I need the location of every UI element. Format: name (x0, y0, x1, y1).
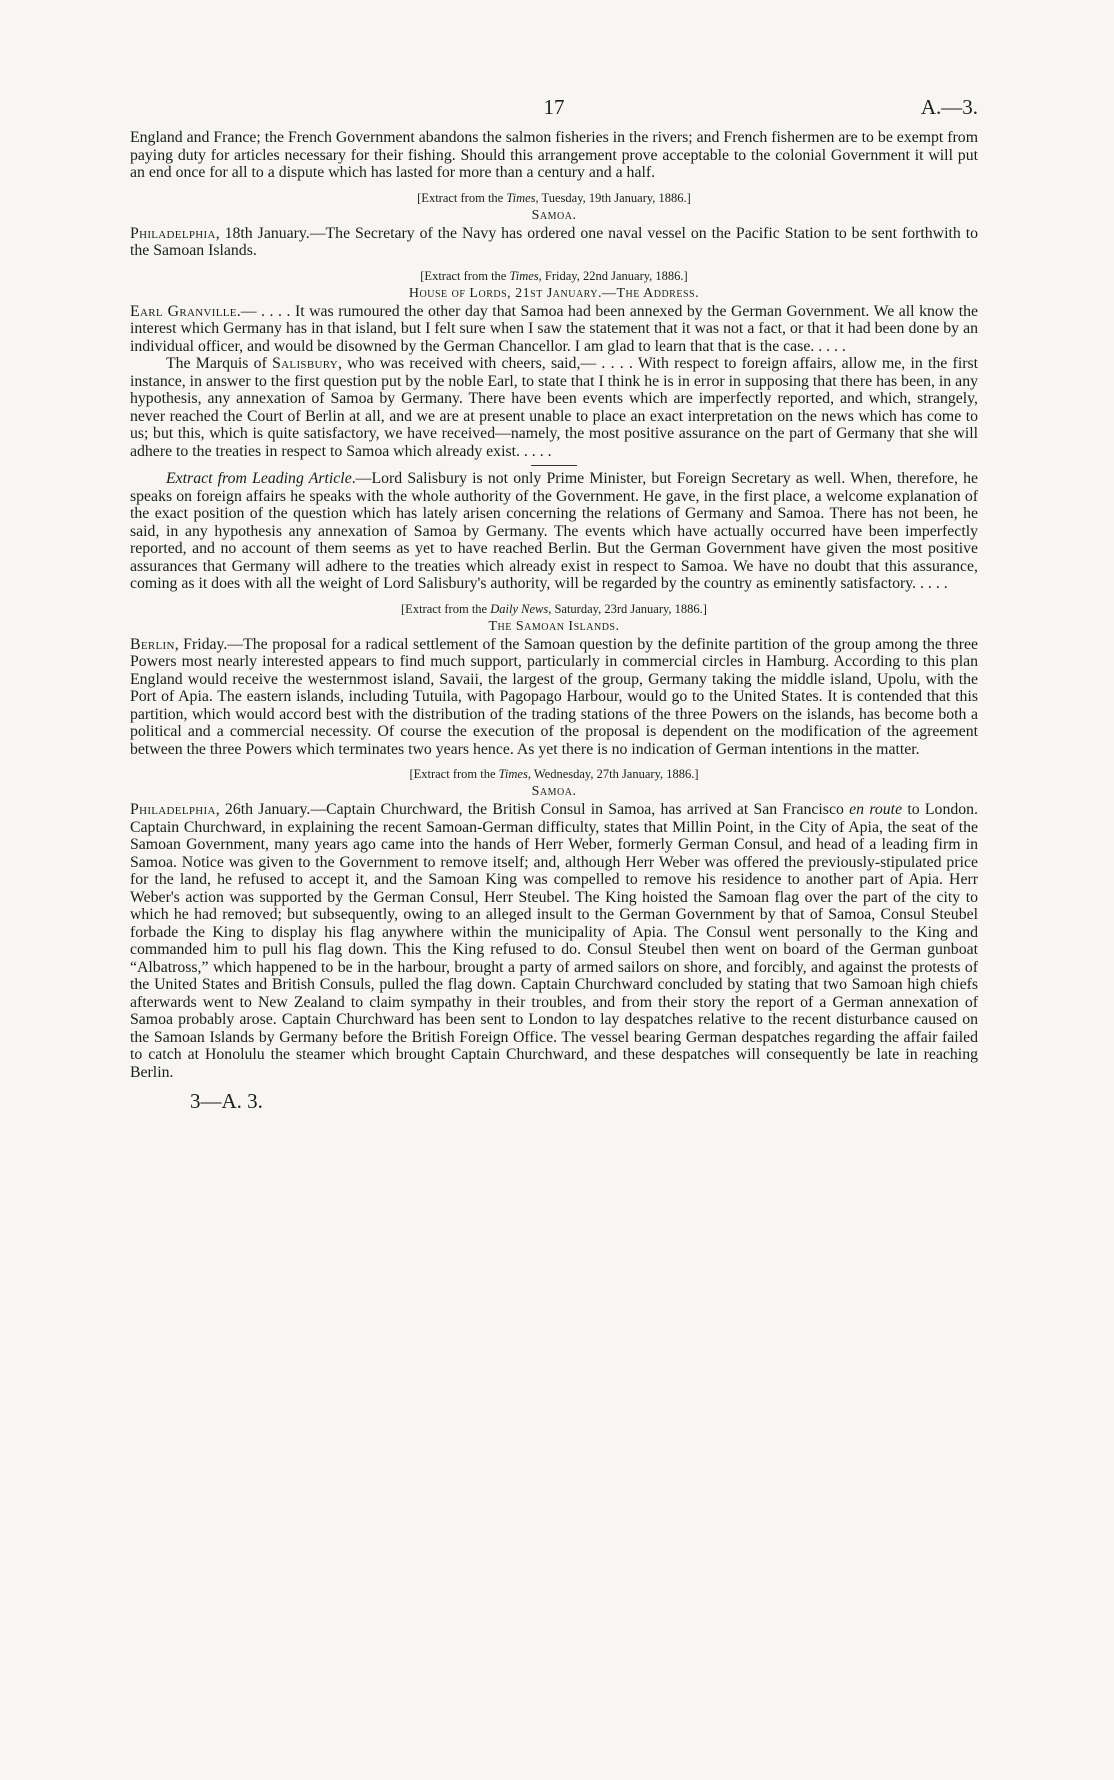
speech-text: .— . . . . It was rumoured the other day that Samoa had been annexed by the German Government. We all know the interest which Germany has in that island, but I felt sure when I saw the statement that it was not a fact, or that it had been done by an individual officer, and would be disowned by the German Chancellor. I am glad to learn that that is the case. . . . . (130, 302, 979, 355)
leading-article (130, 470, 978, 593)
source-citation (130, 767, 978, 782)
source-suffix: , Saturday, 23rd January, 1886.] (548, 601, 707, 616)
article-body: .—Lord Salisbury is not only Prime Minister, but Foreign Secretary as well. When, therefore, he speaks on foreign affairs he speaks with the whole authority of the Government. He gave, in the first place, a welcome explanation of the exact position of the question which has lately arisen concerning the relations of Germany and Samoa. There has not been, he said, in any hypothesis any annexation of Samoa by Germany. The events which have actually occurred have been imperfectly reported, and no account of them seems as yet to have reached Berlin. But the German Government have given the most positive assurances that Germany will adhere to the treaties which already exist in respect to Samoa. We have no doubt that this assurance, coming as it does with all the weight of Lord Salisbury's authority, will be regarded by the country as eminently satisfactory. . . . . (130, 470, 978, 592)
news-paragraph (130, 636, 978, 759)
source-prefix: [Extract from the (409, 767, 499, 781)
dateline: Philadelphia (130, 224, 216, 242)
source-prefix: [Extract from the (401, 601, 491, 616)
section-times-27-jan (130, 767, 978, 1081)
document-page (130, 95, 978, 1114)
speech-salisbury (130, 355, 978, 460)
section-heading: House of Lords, 21st January.—The Address. (408, 285, 700, 301)
paragraph-body-part2: to London. Captain Churchward, in explaining the recent Samoan-German difficulty, states that Millin Point, in the City of Apia, the seat of the Samoan Government, many years ago came into the hands of Herr Weber, formerly German Consul, and head of a leading firm in Samoa. Notice was given to the Government to remove itself; and, although Herr Weber was offered the previously-stipulated price for the land, he refused to accept it, and the Samoan King was compelled to remove his residence to another part of Apia. Herr Weber's action was supported by the German Consul, Herr Steubel. The King hoisted the Samoan flag over the part of the city to which he had removed; but subsequently, owing to an alleged insult to the German Government by that of Samoa, Consul Steubel forbade the King to display his flag anywhere within the municipality of Apia. The Consul went personally to the King and commanded him to pull his flag down. This the King refused to do. Consul Steubel then went on board of the German gunboat “Albatross,” which happened to be in the harbour, brought a party of armed sailors on shore, and forcibly, and against the protests of the United States and British Consuls, pulled the flag down. Captain Churchward concluded by stating that two Samoan high chiefs afterwards went to New Zealand to claim sympathy in their troubles, and from their story the report of a German annexation of Samoa probably arose. Captain Churchward has been sent to London to lay despatches relative to the recent disturbance caused on the Samoan Islands by Germany before the British Foreign Office. The vessel bearing German despatches regarding the affair failed to catch at Honolulu the steamer which brought Captain Churchward, and these despatches will consequently be late in reaching Berlin. (130, 801, 978, 1081)
section-times-19-jan (130, 191, 978, 260)
section-daily-news-23-jan (130, 602, 978, 759)
speech-prefix: The Marquis of (166, 355, 273, 372)
speaker-name: Salisbury (272, 355, 338, 372)
section-heading: Samoa. (531, 784, 577, 799)
speech-granville (130, 303, 978, 356)
paper-code: A.—3. (920, 95, 978, 119)
paragraph-body: , 18th January.—The Secretary of the Navy has ordered one naval vessel on the Pacific Station to be sent forthwith to the Samoan Islands. (130, 224, 978, 259)
source-paper: Times (506, 190, 536, 205)
source-suffix: , Friday, 22nd January, 1886.] (538, 268, 688, 283)
source-prefix: [Extract from the (417, 190, 507, 205)
source-citation (130, 269, 978, 284)
speech-text: , who was received with cheers, said,— . . . . With respect to foreign affairs, allow me, in the first instance, in answer to the first question put by the noble Earl, to state that I think he is in error in supposing that there has been, in any hypothesis, any annexation of Samoa by Germany. There have been events which are imperfectly reported, and which, strangely, never reached the Court of Berlin at all, and we are at present unable to place an exact interpretation on the news which has come to us; but this, which is quite satisfactory, we have received—namely, the most positive assurance on the part of Germany that she will adhere to the treaties in respect to Samoa which already exist. . . . . (130, 355, 979, 460)
article-label: Extract from Leading Article (166, 470, 352, 487)
section-times-22-jan (130, 269, 978, 593)
section-heading: The Samoan Islands. (488, 618, 620, 634)
page-header (130, 95, 978, 129)
page-number: 17 (543, 95, 565, 119)
dateline: Berlin (130, 635, 175, 653)
news-paragraph (130, 225, 978, 260)
source-suffix: , Wednesday, 27th January, 1886.] (527, 767, 699, 781)
paragraph-body-part1: , 26th January.—Captain Churchward, the British Consul in Samoa, has arrived at San Francisco (215, 801, 850, 818)
source-paper: Times (509, 268, 539, 283)
section-divider (531, 465, 577, 466)
source-prefix: [Extract from the (420, 268, 510, 283)
footer-signature: 3—A. 3. (190, 1089, 263, 1113)
speaker-name: Earl Granville (130, 302, 237, 320)
source-citation (130, 191, 978, 206)
source-paper: Daily News (490, 601, 549, 616)
paragraph-body: , Friday.—The proposal for a radical settlement of the Samoan question by the definite partition of the group among the three Powers most nearly interested appears to find much support, particularly in commercial circles in Hamburg. According to this plan England would receive the westernmost island, Savaii, the largest of the group, Germany taking the middle island, Upolu, with the Port of Apia. The eastern islands, including Tutuila, with Pagopago Harbour, would go to the United States. It is contended that this partition, which would accord best with the distribution of the trading stations of the three Powers on the islands, has become both a political and a commercial necessity. Of course the execution of the proposal is dependent on the modification of the agreement between the three Powers which terminates two years hence. As yet there is no indication of German intentions in the matter. (130, 635, 978, 758)
section-heading: Samoa. (531, 207, 577, 223)
source-citation (130, 602, 978, 617)
paragraph-italic-phrase: en route (849, 801, 903, 818)
dateline: Philadelphia (130, 801, 216, 818)
intro-paragraph: England and France; the French Government abandons the salmon fisheries in the rivers; and French fishermen are to be exempt from paying duty for articles necessary for their fishing. Should this arrangement prove acceptable to the colonial Government it will put an end once for all to a dispute which has lasted for more than a century and a half. (130, 129, 978, 181)
source-suffix: , Tuesday, 19th January, 1886.] (535, 190, 691, 205)
news-paragraph (130, 801, 978, 1081)
source-paper: Times (498, 767, 528, 781)
